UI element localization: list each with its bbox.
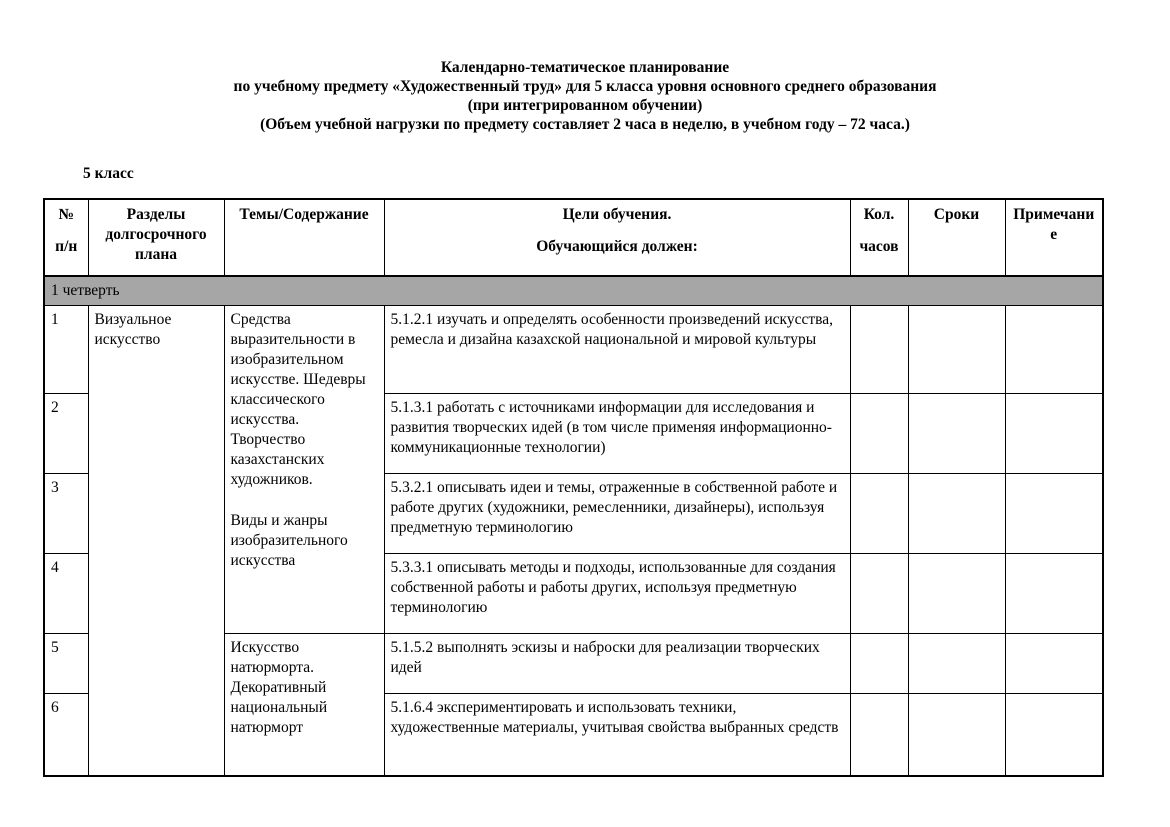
title-line-3: (при интегрированном обучении)	[467, 97, 703, 114]
goal-cell: 5.1.3.1 работать с источниками информации для исследования и развития творческих идей (в том числе применяя информационно-коммуникационные технологии)	[384, 394, 850, 474]
topic-paragraph-1: Средства выразительности в изобразительном искусстве. Шедевры классического искусства. Творчество казахстанских художников.	[230, 311, 366, 488]
header-dates: Сроки	[908, 199, 1005, 276]
dates-cell	[908, 306, 1005, 394]
dates-cell	[908, 554, 1005, 634]
header-sections: Разделы долгосрочного плана	[88, 199, 224, 276]
row-number: 4	[44, 554, 88, 634]
dates-cell	[908, 474, 1005, 554]
header-num	[44, 199, 88, 276]
header-num-line1: №	[58, 206, 75, 223]
note-cell	[1005, 306, 1103, 394]
row-number: 5	[44, 634, 88, 694]
goal-cell: 5.1.2.1 изучать и определять особенности произведений искусства, ремесла и дизайна казахской национальной и мировой культуры	[384, 306, 850, 394]
document-title	[0, 0, 1170, 134]
table-row	[44, 306, 1103, 394]
topic-cell-rows-1-4	[224, 306, 384, 634]
row-number: 3	[44, 474, 88, 554]
title-line-4: (Объем учебной нагрузки по предмету составляет 2 часа в неделю, в учебном году – 72 часа.)	[260, 116, 910, 133]
title-line-1: Календарно-тематическое планирование	[440, 59, 730, 76]
topic-cell-rows-5-6: Искусство натюрморта. Декоративный национальный натюрморт	[224, 634, 384, 776]
quarter-band-row	[44, 276, 1103, 306]
header-hours-line2: часов	[859, 238, 899, 255]
header-num-line2: п/н	[55, 238, 78, 255]
row-number: 2	[44, 394, 88, 474]
dates-cell	[908, 694, 1005, 776]
note-cell	[1005, 474, 1103, 554]
row-number: 1	[44, 306, 88, 394]
planning-table	[43, 198, 1104, 777]
header-hours-line1: Кол.	[863, 206, 895, 223]
header-topics: Темы/Содержание	[224, 199, 384, 276]
hours-cell	[850, 394, 908, 474]
goal-cell: 5.3.3.1 описывать методы и подходы, использованные для создания собственной работы и работы других, используя предметную терминологию	[384, 554, 850, 634]
title-line-2: по учебному предмету «Художественный труд» для 5 класса уровня основного среднего образования	[233, 78, 937, 95]
section-cell: Визуальное искусство	[88, 306, 224, 776]
class-label: 5 класс	[83, 165, 134, 182]
dates-cell	[908, 394, 1005, 474]
hours-cell	[850, 474, 908, 554]
goal-cell: 5.1.5.2 выполнять эскизы и наброски для реализации творческих идей	[384, 634, 850, 694]
note-cell	[1005, 634, 1103, 694]
goal-cell: 5.1.6.4 экспериментировать и использовать техники, художественные материалы, учитывая свойства выбранных средств	[384, 694, 850, 776]
hours-cell	[850, 694, 908, 776]
hours-cell	[850, 306, 908, 394]
header-goals	[384, 199, 850, 276]
header-notes: Примечание	[1005, 199, 1103, 276]
topic-paragraph-2: Виды и жанры изобразительного искусства	[230, 512, 348, 569]
note-cell	[1005, 554, 1103, 634]
quarter-band: 1 четверть	[44, 276, 1103, 306]
header-goals-line2: Обучающийся должен:	[536, 238, 698, 255]
header-hours	[850, 199, 908, 276]
note-cell	[1005, 694, 1103, 776]
row-number: 6	[44, 694, 88, 776]
hours-cell	[850, 554, 908, 634]
note-cell	[1005, 394, 1103, 474]
hours-cell	[850, 634, 908, 694]
header-goals-line1: Цели обучения.	[562, 206, 672, 223]
goal-cell: 5.3.2.1 описывать идеи и темы, отраженные в собственной работе и работе других (художники, ремесленники, дизайнеры), используя предметную терминологию	[384, 474, 850, 554]
dates-cell	[908, 634, 1005, 694]
table-header-row	[44, 199, 1103, 276]
